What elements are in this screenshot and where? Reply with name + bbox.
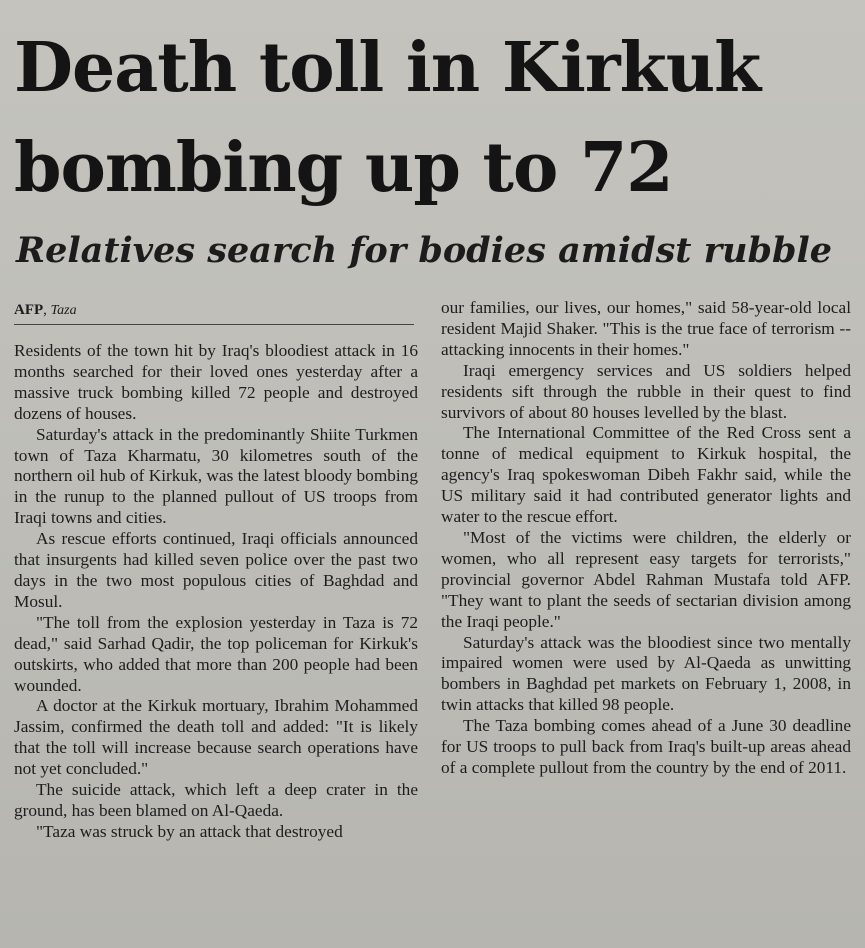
- paragraph: Residents of the town hit by Iraq's bloodiest attack in 16 months searched for their loved ones yesterday after a massive truck bombing killed 72 people and destroyed dozens of houses.: [14, 341, 418, 423]
- byline-agency: AFP: [14, 302, 44, 318]
- article-column-left: [14, 298, 418, 843]
- article-column-right: [441, 298, 851, 779]
- paragraph: A doctor at the Kirkuk mortuary, Ibrahim Mohammed Jassim, confirmed the death toll and added: "It is likely that the toll will increase because search operations have not yet concluded.": [14, 696, 418, 779]
- headline: Death toll in Kirkuk bombing up to 72: [14, 28, 761, 208]
- paragraph: "The toll from the explosion yesterday in Taza is 72 dead," said Sarhad Qadir, the top policeman for Kirkuk's outskirts, who added that more than 200 people had been wounded.: [14, 612, 418, 695]
- paragraph: Saturday's attack in the predominantly Shiite Turkmen town of Taza Kharmatu, 30 kilometres south of the northern oil hub of Kirkuk, was the latest bloody bombing in the runup to the planned pullout of US troops from Iraqi towns and cities.: [14, 424, 418, 528]
- paragraph: Saturday's attack was the bloodiest since two mentally impaired women were used by Al-Qaeda as unwitting bombers in Baghdad pet markets on February 1, 2008, in twin attacks that killed 98 people.: [441, 632, 851, 715]
- paragraph: Iraqi emergency services and US soldiers helped residents sift through the rubble in their quest to find survivors of about 80 houses levelled by the blast.: [441, 360, 851, 422]
- byline-location: Taza: [50, 303, 77, 318]
- paragraph: "Most of the victims were children, the elderly or women, who all represent easy targets for terrorists," provincial governor Abdel Rahman Mustafa told AFP. "They want to plant the seeds of sectarian division among the Iraqi people.": [441, 527, 851, 631]
- paragraph: The International Committee of the Red Cross sent a tonne of medical equipment to Kirkuk hospital, the agency's Iraq spokeswoman Dibeh Fakhr said, while the US military said it had contributed generator lights and water to the rescue effort.: [441, 423, 851, 527]
- paragraph: our families, our lives, our homes," said 58-year-old local resident Majid Shaker. "This is the true face of terrorism -- attacking innocents in their homes.": [441, 298, 851, 359]
- paragraph: The suicide attack, which left a deep crater in the ground, has been blamed on Al-Qaeda.: [14, 780, 418, 820]
- paragraph: The Taza bombing comes ahead of a June 30 deadline for US troops to pull back from Iraq's built-up areas ahead of a complete pullout from the country by the end of 2011.: [441, 716, 851, 777]
- paragraph: "Taza was struck by an attack that destroyed: [36, 821, 343, 841]
- byline: AFP, Taza: [14, 298, 414, 325]
- subheadline: Relatives search for bodies amidst rubble: [16, 230, 833, 271]
- paragraph: As rescue efforts continued, Iraqi officials announced that insurgents had killed seven police over the past two days in the two most populous cities of Baghdad and Mosul.: [14, 529, 418, 611]
